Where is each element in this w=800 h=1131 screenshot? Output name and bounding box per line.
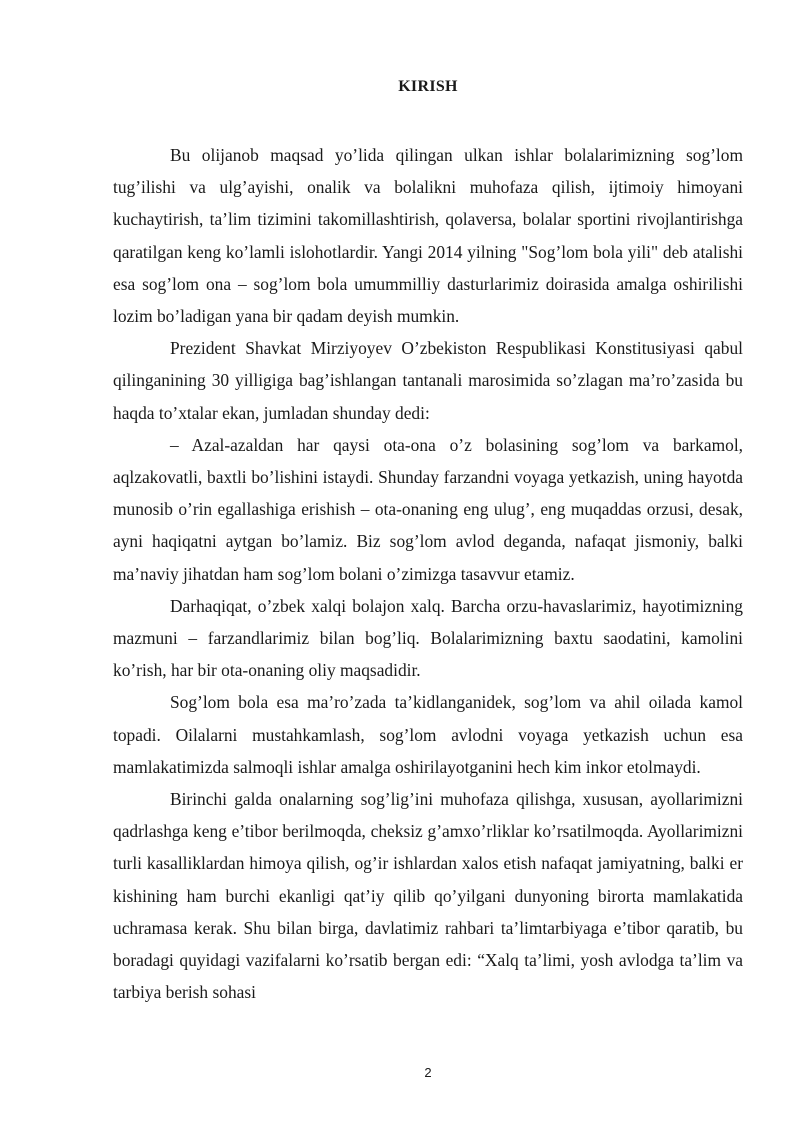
paragraph: Bu olijanob maqsad yo’lida qilingan ulkan ishlar bolalarimizning sog’lom tug’ilishi va ulg’ayishi, onalik va bolalikni muhofaza qilish, ijtimoiy himoyani kuchaytirish, ta’lim tizimini takomillashtirish, qolaversa, bolalar sportini rivojlantirishga qaratilgan keng ko’lamli islohotlardir. Yangi 2014 yilning "Sog’lom bola yili" deb atalishi esa sog’lom ona – sog’lom bola umummilliy dasturlarimiz doirasida amalga oshirilishi lozim bo’ladigan yana bir qadam deyish mumkin. bbox=[113, 145, 743, 327]
paragraph: Darhaqiqat, o’zbek xalqi bolajon xalq. Barcha orzu-havaslarimiz, hayotimizning mazmuni – farzandlarimiz bilan bog’liq. Bolalarimizning baxtu saodatini, kamolini ko’rish, har bir ota-onaning oliy maqsadidir. bbox=[113, 595, 743, 681]
document-body bbox=[113, 139, 743, 1008]
paragraph: Birinchi galda onalarning sog’lig’ini muhofaza qilishga, xususan, ayollarimizni qadrlashga keng e’tibor berilmoqda, cheksiz g’amxo’rliklar ko’rsatilmoqda. Ayollarimizni turli kasalliklardan himoya qilish, og’ir ishlardan xalos etish nafaqat jamiyatning, balki er kishining ham burchi ekanligi qat’iy qilib qo’yilgani dunyoning birorta mamlakatida uchramasa kerak. Shu bilan birga, davlatimiz rahbari ta’limtarbiyaga e’tibor qaratib, bu boradagi quyidagi vazifalarni ko’rsatib bergan edi: “Xalq ta’limi, yosh avlodga ta’lim va tarbiya berish sohasi bbox=[113, 789, 743, 1003]
paragraph: Prezident Shavkat Mirziyoyev O’zbekiston Respublikasi Konstitusiyasi qabul qilinganining 30 yilligiga bag’ishlangan tantanali marosimida so’zlagan ma’ro’zasida bu haqda to’xtalar ekan, jumladan shunday dedi: bbox=[113, 338, 743, 423]
page-number: 2 bbox=[424, 1065, 432, 1080]
paragraph: Sog’lom bola esa ma’ro’zada ta’kidlanganidek, sog’lom va ahil oilada kamol topadi. Oilalarni mustahkamlash, sog’lom avlodni voyaga yetkazish uchun esa mamlakatimizda salmoqli ishlar amalga oshirilayotganini hech kim inkor etolmaydi. bbox=[113, 692, 743, 777]
paragraph: – Azal-azaldan har qaysi ota-ona o’z bolasining sog’lom va barkamol, aqlzakovatli, baxtli bo’lishini istaydi. Shunday farzandni voyaga yetkazish, uning hayotda munosib o’rin egallashiga erishish – ota-onaning eng ulug’, eng muqaddas orzusi, desak, ayni haqiqatni aytgan bo’lamiz. Biz sog’lom avlod deganda, nafaqat jismoniy, balki ma’naviy jihatdan ham sog’lom bolani o’zimizga tasavvur etamiz. bbox=[113, 434, 743, 584]
page-title: KIRISH bbox=[398, 78, 458, 95]
